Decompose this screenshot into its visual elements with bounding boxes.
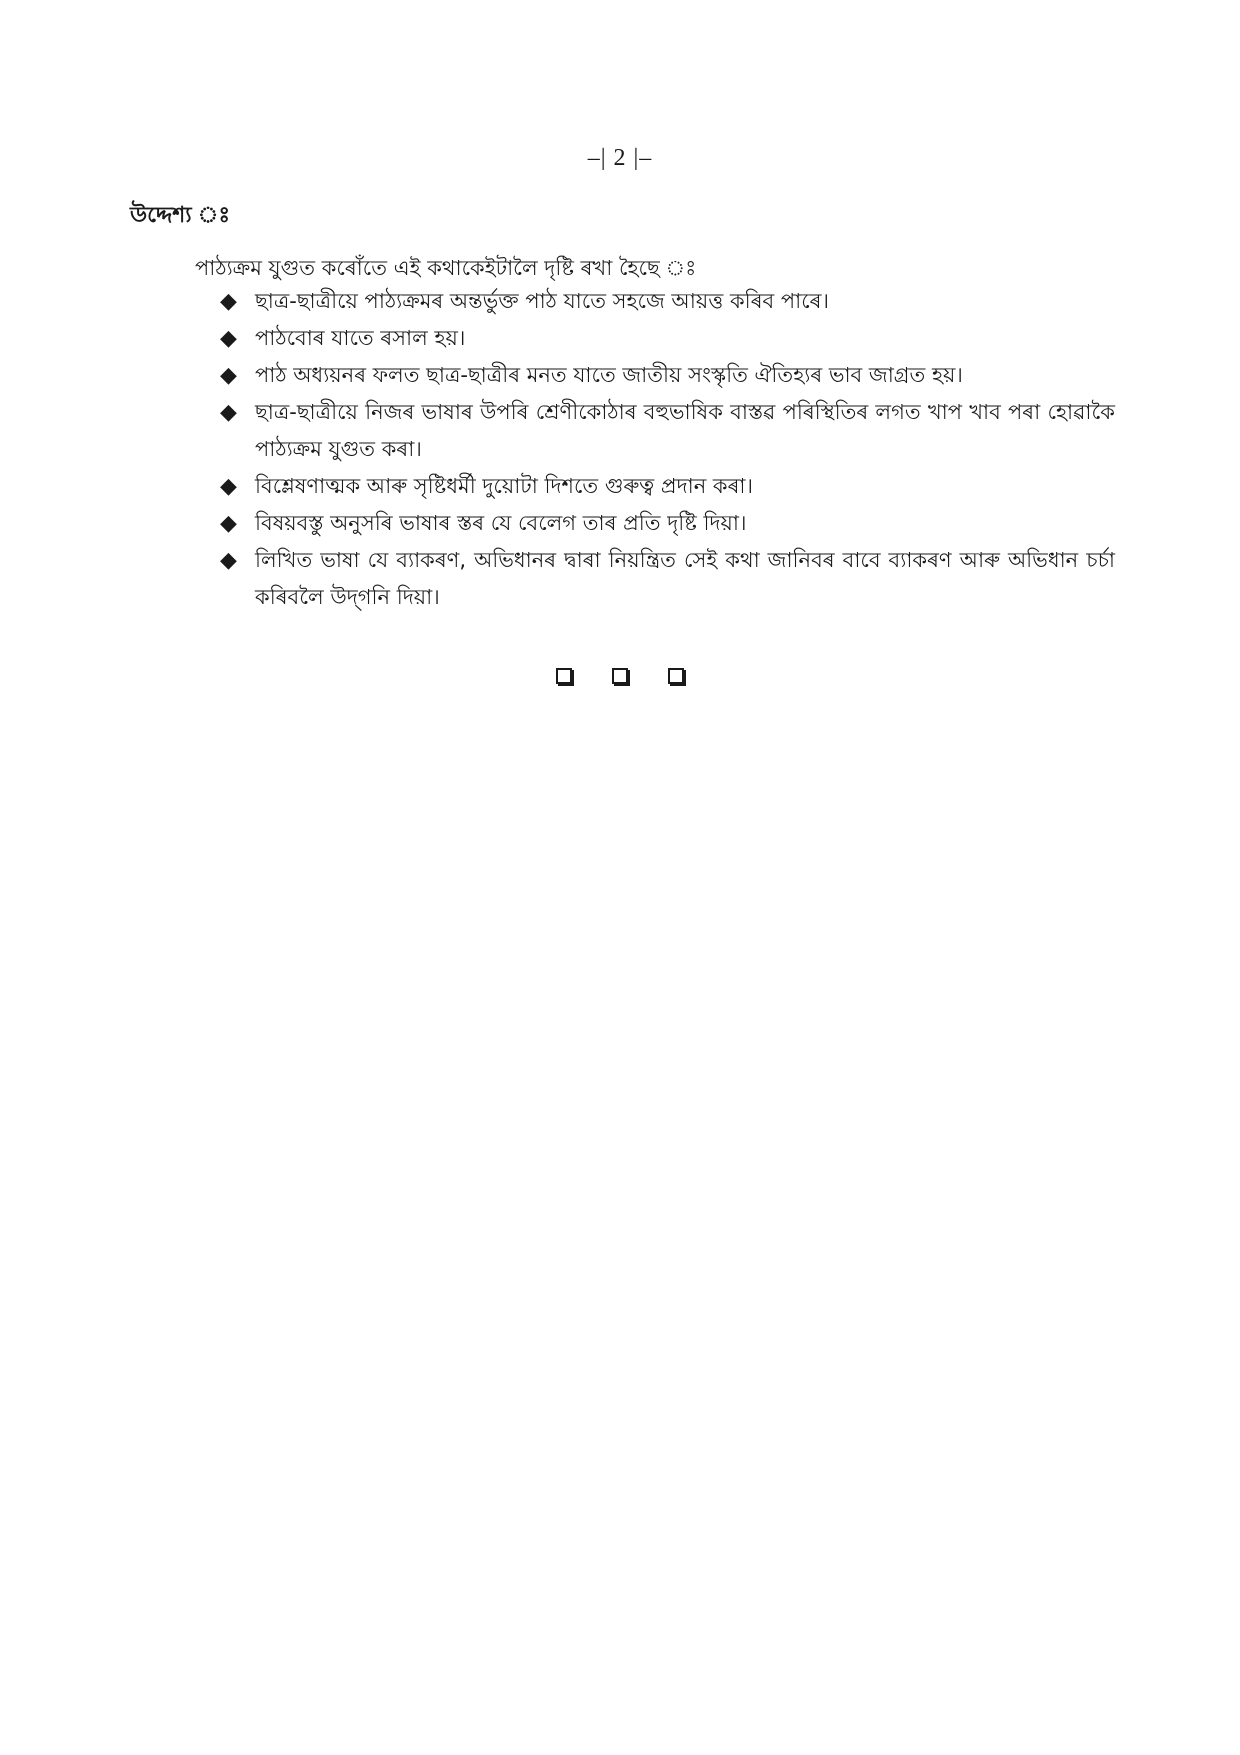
objective-item [0,468,1115,505]
objective-text: বিষয়বস্তু অনুসৰি ভাষাৰ স্তৰ যে বেলেগ তাৰ প্ৰতি দৃষ্টি দিয়া। [255,511,747,535]
diamond-bullet-icon: ◆ [220,289,237,314]
objective-item [0,394,1115,468]
intro-text: পাঠ্যক্ৰম যুগুত কৰোঁতে এই কথাকেইটালৈ দৃষ্টি ৰখা হৈছে ঃ [195,256,697,280]
objective-text: লিখিত ভাষা যে ব্যাকৰণ, অভিধানৰ দ্বাৰা নিয়ন্ত্ৰিত সেই কথা জানিবৰ বাবে ব্যাকৰণ আৰু অভিধান চৰ্চা কৰিবলৈ উদ্‌গনি দিয়া। [255,548,1115,609]
objective-text: বিশ্লেষণাত্মক আৰু সৃষ্টিধৰ্মী দুয়োটা দিশতে গুৰুত্ব প্ৰদান কৰা। [255,474,754,498]
square-ornament-icon [668,668,684,684]
objective-item [0,505,1115,542]
objective-text: ছাত্ৰ-ছাত্ৰীয়ে পাঠ্যক্ৰমৰ অন্তৰ্ভুক্ত পাঠ যাতে সহজে আয়ত্ত কৰিব পাৰে। [255,289,829,313]
square-ornament-icon [556,668,572,684]
diamond-bullet-icon: ◆ [220,548,237,573]
section-heading: উদ্দেশ্য ঃ [130,203,231,228]
objective-item [0,320,1115,357]
objective-text: পাঠ অধ্যয়নৰ ফলত ছাত্ৰ-ছাত্ৰীৰ মনত যাতে জাতীয় সংস্কৃতি ঐতিহ্যৰ ভাব জাগ্ৰত হয়। [255,363,963,387]
square-ornament-icon [612,668,628,684]
objective-item [0,283,1115,320]
objective-item [0,357,1115,394]
objectives-list [0,283,1240,616]
objective-text: ছাত্ৰ-ছাত্ৰীয়ে নিজৰ ভাষাৰ উপৰি শ্ৰেণীকোঠাৰ বহুভাষিক বাস্তৱ পৰিস্থিতিৰ লগত খাপ খাব পৰা হোৱাকৈ পাঠ্যক্ৰম যুগুত কৰা। [255,400,1115,461]
end-ornaments [0,668,1240,684]
objective-text: পাঠবোৰ যাতে ৰসাল হয়। [255,326,466,350]
diamond-bullet-icon: ◆ [220,474,237,499]
diamond-bullet-icon: ◆ [220,363,237,388]
diamond-bullet-icon: ◆ [220,400,237,425]
page-number: –| 2 |– [587,145,653,171]
diamond-bullet-icon: ◆ [220,511,237,536]
objective-item [0,542,1115,616]
diamond-bullet-icon: ◆ [220,326,237,351]
